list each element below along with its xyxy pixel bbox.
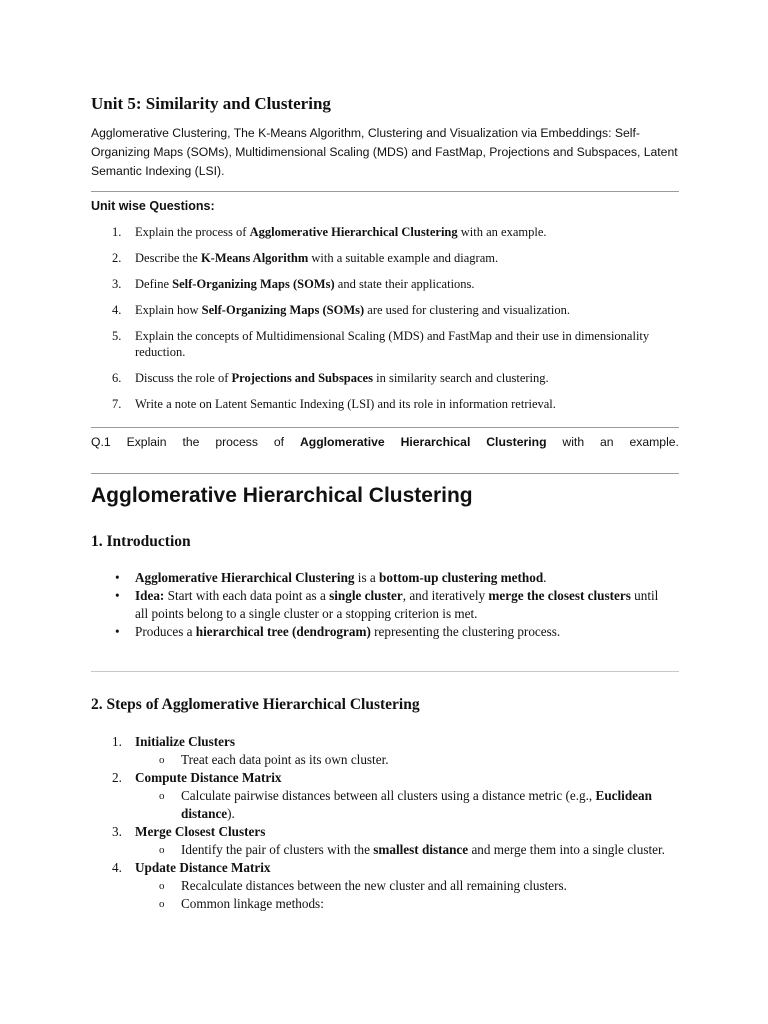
divider — [91, 671, 679, 672]
steps-heading: 2. Steps of Agglomerative Hierarchical Clustering — [91, 696, 420, 713]
list-item: 1. Explain the process of Agglomerative Hierarchical Clustering with an example. — [112, 225, 547, 239]
steps-list — [91, 733, 671, 913]
list-item: 7. Write a note on Latent Semantic Indexing (LSI) and its role in information retrieval. — [112, 397, 556, 411]
divider — [91, 427, 679, 428]
list-item: • Produces a hierarchical tree (dendrogram) representing the clustering process. — [115, 624, 561, 639]
list-item: 6. Discuss the role of Projections and Subspaces in similarity search and clustering. — [112, 371, 549, 385]
list-item: 3. Define Self-Organizing Maps (SOMs) and state their applications. — [112, 277, 475, 291]
list-item: 2. Compute Distance Matrix o Calculate pairwise distances between all clusters using a distance metric (e.g., Euclidean distance). — [91, 769, 671, 823]
divider — [91, 191, 679, 192]
list-item: 2. Describe the K-Means Algorithm with a suitable example and diagram. — [112, 251, 499, 265]
sub-list-item: o Recalculate distances between the new cluster and all remaining clusters. — [159, 878, 567, 893]
unit-questions-heading: Unit wise Questions: — [91, 199, 215, 213]
sub-list-item: o Calculate pairwise distances between all clusters using a distance metric (e.g., Euclidean distance). — [159, 788, 652, 821]
answer-heading: Agglomerative Hierarchical Clustering — [91, 484, 473, 507]
unit-title: Unit 5: Similarity and Clustering — [91, 94, 331, 113]
questions-list — [91, 224, 671, 422]
list-item: 4. Explain how Self-Organizing Maps (SOMs) are used for clustering and visualization. — [112, 303, 571, 317]
list-item: 4. Update Distance Matrix o Recalculate distances between the new cluster and all remaining clusters. o Common linkage methods: — [91, 859, 671, 913]
list-item: • Agglomerative Hierarchical Clustering is a bottom-up clustering method. — [115, 570, 547, 585]
list-item: 3. Merge Closest Clusters o Identify the pair of clusters with the smallest distance and merge them into a single cluster. — [91, 823, 671, 859]
introduction-bullets — [91, 569, 661, 641]
sub-list-item: o Common linkage methods: — [159, 896, 324, 911]
list-item: • Idea: Start with each data point as a single cluster, and iteratively merge the closest clusters until all points belong to a single cluster or a stopping criterion is met. — [115, 588, 659, 621]
question-1-line: Q.1 Explain the process of Agglomerative Hierarchical Clustering with an example. — [91, 435, 679, 449]
divider — [91, 473, 679, 474]
list-item: 1. Initialize Clusters o Treat each data point as its own cluster. — [91, 733, 671, 769]
unit-topics: Agglomerative Clustering, The K-Means Algorithm, Clustering and Visualization via Embeddings: Self-Organizing Maps (SOMs), Multidimensional Scaling (MDS) and FastMap, Projections and Subspaces, Latent Semantic Indexing (LSI). — [91, 126, 678, 178]
sub-list-item: o Identify the pair of clusters with the smallest distance and merge them into a single cluster. — [159, 842, 665, 857]
introduction-heading: 1. Introduction — [91, 533, 191, 550]
list-item: 5. Explain the concepts of Multidimensional Scaling (MDS) and FastMap and their use in dimensionality reduction. — [112, 329, 650, 359]
sub-list-item: o Treat each data point as its own cluster. — [159, 752, 389, 767]
